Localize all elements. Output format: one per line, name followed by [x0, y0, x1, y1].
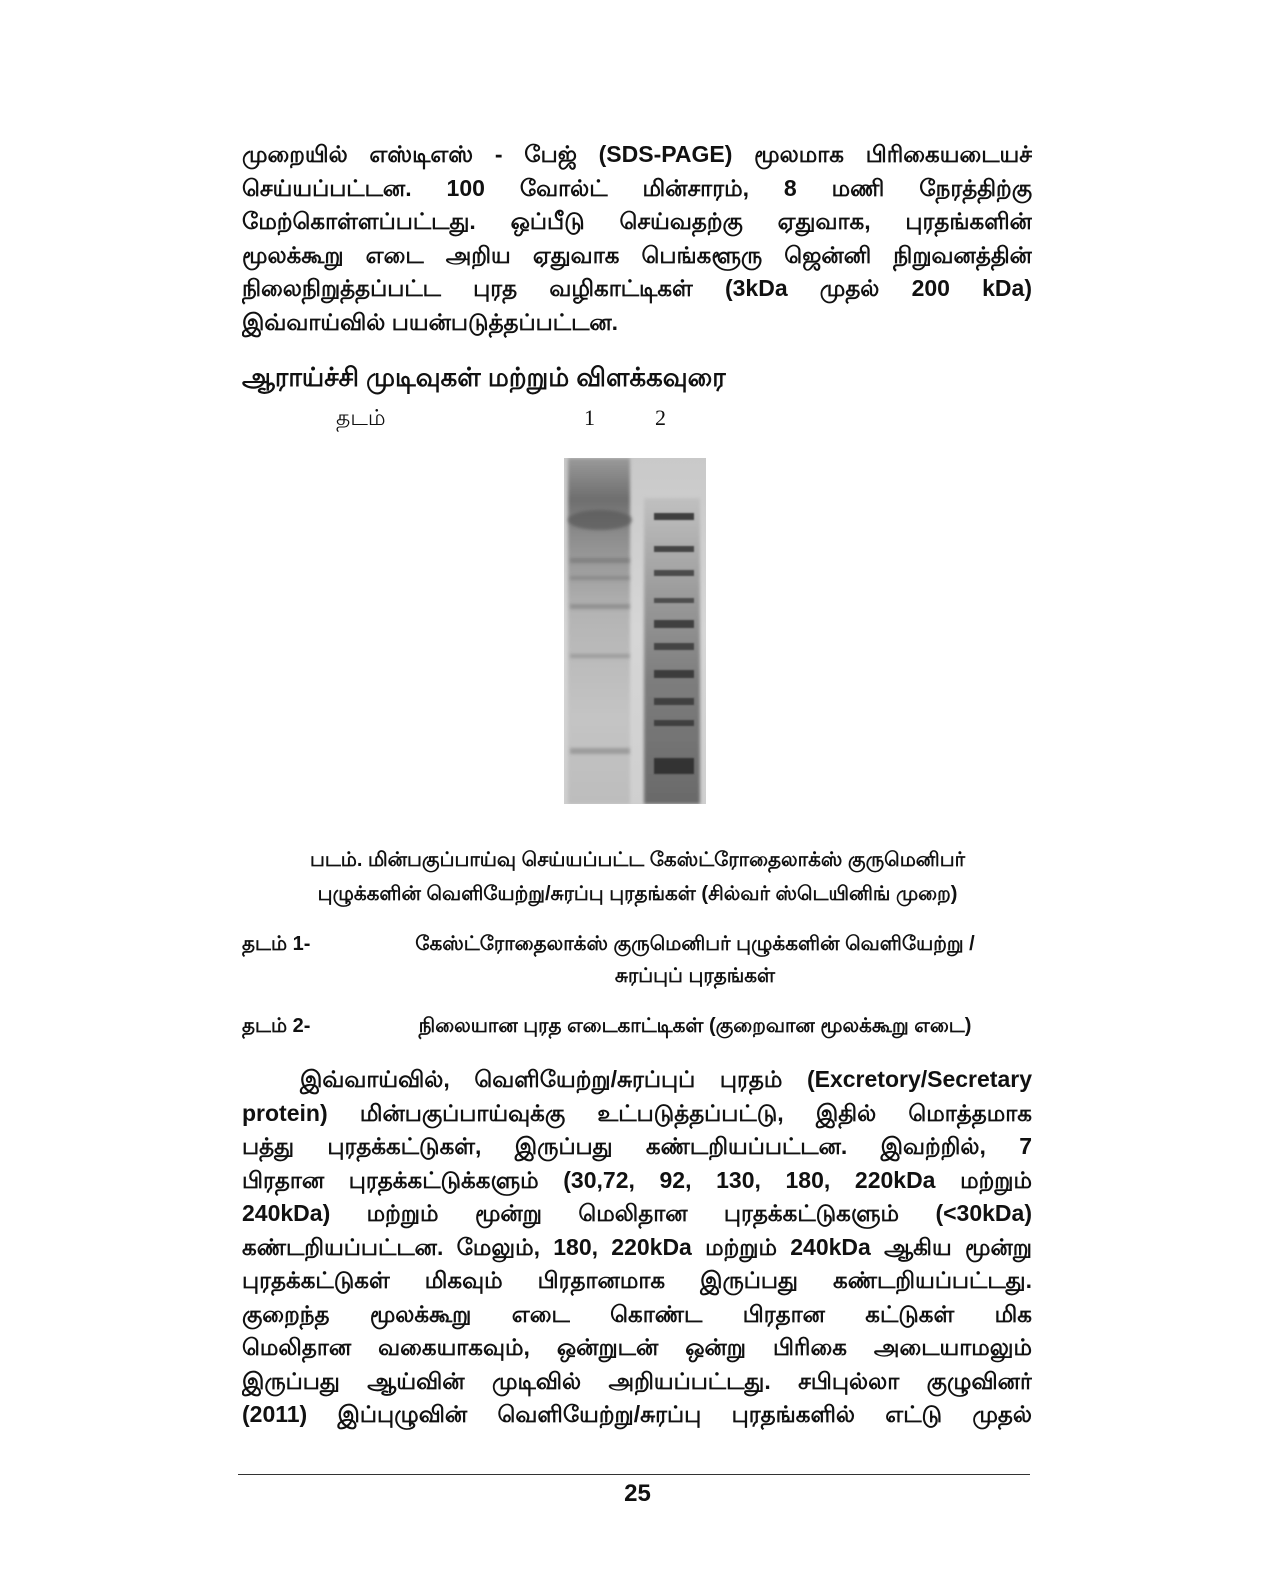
text-line: கண்டறியப்பட்டன. மேலும், 180, 220kDa மற்றும் 240kDa ஆகிய மூன்று: [242, 1233, 1032, 1260]
lane-desc: [358, 928, 1032, 992]
lane-desc-line: சுரப்புப் புரதங்கள்: [614, 965, 776, 987]
lane-2-description: [242, 1010, 1032, 1042]
footer-divider: [238, 1474, 1030, 1475]
text-line: protein) மின்பகுப்பாய்வுக்கு உட்படுத்தப்பட்டு, இதில் மொத்தமாக: [242, 1099, 1032, 1126]
text-line: பிரதான புரதக்கட்டுக்களும் (30,72, 92, 130, 180, 220kDa மற்றும்: [242, 1166, 1032, 1193]
caption-line: புழுக்களின் வெளியேற்று/சுரப்பு புரதங்கள் (சில்வர் ஸ்டெயினிங் முறை): [317, 883, 958, 905]
text-line: மூலக்கூறு எடை அறிய ஏதுவாக பெங்களூரு ஜென்னி நிறுவனத்தின்: [242, 241, 1032, 268]
results-paragraph: [242, 1063, 1032, 1432]
intro-paragraph: [242, 138, 1032, 339]
text-line: இருப்பது ஆய்வின் முடிவில் அறியப்பட்டது. சபிபுல்லா குழுவினர்: [242, 1367, 1032, 1394]
lane-key: தடம் 1-: [242, 933, 311, 955]
text-line: செய்யப்பட்டன. 100 வோல்ட் மின்சாரம், 8 மணி நேரத்திற்கு: [242, 174, 1032, 201]
lane-desc-line: நிலையான புரத எடைகாட்டிகள் (குறைவான மூலக்கூறு எடை): [418, 1015, 972, 1037]
gel-electrophoresis-image: [564, 458, 706, 804]
section-heading: ஆராய்ச்சி முடிவுகள் மற்றும் விளக்கவுரை: [242, 362, 726, 392]
text-line: பத்து புரதக்கட்டுகள், இருப்பது கண்டறியப்பட்டன. இவற்றில், 7: [242, 1133, 1032, 1159]
figure-caption: [240, 843, 1035, 911]
text-line: 240kDa) மற்றும் மூன்று மெலிதான புரதக்கட்டுகளும் (<30kDa): [242, 1200, 1032, 1226]
text-line: முறையில் எஸ்டிஎஸ் - பேஜ் (SDS-PAGE) மூலமாக பிரிகையடையச்: [242, 141, 1032, 167]
lane-desc: [358, 1010, 1032, 1042]
text-line: மேற்கொள்ளப்பட்டது. ஒப்பீடு செய்வதற்கு ஏதுவாக, புரதங்களின்: [242, 208, 1032, 234]
text-line: குறைந்த மூலக்கூறு எடை கொண்ட பிரதான கட்டுகள் மிக: [242, 1300, 1032, 1327]
lane-1-description: [242, 928, 1032, 992]
text-line: புரதக்கட்டுகள் மிகவும் பிரதானமாக இருப்பது கண்டறியப்பட்டது.: [242, 1267, 1032, 1293]
text-line: இவ்வாய்வில், வெளியேற்று/சுரப்புப் புரதம் (Excretory/Secretary: [300, 1066, 1032, 1092]
lane-desc-line: கேஸ்ட்ரோதைலாக்ஸ் குருமெனிபர் புழுக்களின் வெளியேற்று /: [415, 933, 975, 955]
text-line: (2011) இப்புழுவின் வெளியேற்று/சுரப்பு புரதங்களில் எட்டு முதல்: [242, 1401, 1032, 1427]
caption-line: படம். மின்பகுப்பாய்வு செய்யப்பட்ட கேஸ்ட்ரோதைலாக்ஸ் குருமெனிபர்: [309, 849, 966, 871]
lane-1-label: 1: [584, 405, 595, 430]
page-number: 25: [624, 1480, 651, 1507]
lane-word-label: தடம்: [336, 405, 386, 430]
text-line: மெலிதான வகையாகவும், ஒன்றுடன் ஒன்று பிரிகை அடையாமலும்: [242, 1334, 1032, 1360]
text-line: இவ்வாய்வில் பயன்படுத்தப்பட்டன.: [242, 308, 619, 335]
text-line: நிலைநிறுத்தப்பட்ட புரத வழிகாட்டிகள் (3kDa முதல் 200 kDa): [242, 275, 1032, 301]
lane-key: தடம் 2-: [242, 1015, 311, 1037]
lane-2-label: 2: [655, 405, 666, 430]
